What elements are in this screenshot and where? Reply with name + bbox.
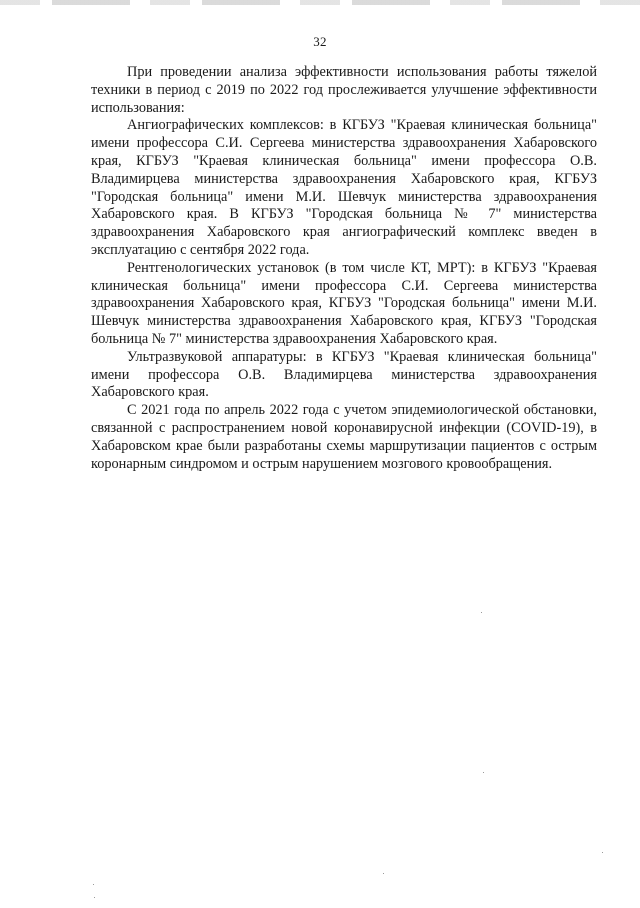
document-body xyxy=(91,64,597,473)
page-number: 32 xyxy=(313,34,327,49)
paragraph-covid-routing: С 2021 года по апрель 2022 года с учетом эпидемиологической обстановки, связанной с распространением новой коронавирусной инфекции (COVID-19), в Хабаровском крае были разработаны схемы маршрутизации пациентов с острым коронарным синдромом и острым нарушением мозгового кровообращения. xyxy=(91,402,597,472)
scan-speck xyxy=(94,897,95,898)
scan-speck xyxy=(93,884,94,885)
paragraph-ultrasound: Ультразвуковой аппаратуры: в КГБУЗ "Краевая клиническая больница" имени профессора О.В. Владимирцева министерства здравоохранения Хабаровского края. xyxy=(91,348,597,401)
scan-speck xyxy=(481,612,482,613)
paragraph-intro: При проведении анализа эффективности использования работы тяжелой техники в период с 2019 по 2022 год прослеживается улучшение эффективности использования: xyxy=(91,64,597,116)
paragraph-angiography: Ангиографических комплексов: в КГБУЗ "Краевая клиническая больница" имени профессора С.И. Сергеева министерства здравоохранения Хабаровского края, КГБУЗ "Краевая клиническая больница" имени профессора О.В. Владимирцева министерства здравоохранения Хабаровского края, КГБУЗ "Городская больница" имени М.И. Шевчук министерства здравоохранения Хабаровского края. В КГБУЗ "Городская больница № 7" министерства здравоохранения Хабаровского края ангиографический комплекс введен в эксплуатацию с сентября 2022 года. xyxy=(91,117,597,258)
scan-edge-artifact xyxy=(0,0,640,5)
paragraph-radiology: Рентгенологических установок (в том числе КТ, МРТ): в КГБУЗ "Краевая клиническая больница" имени профессора С.И. Сергеева министерства здравоохранения Хабаровского края, КГБУЗ "Городская больница" имени М.И. Шевчук министерства здравоохранения Хабаровского края, КГБУЗ "Городская больница № 7" министерства здравоохранения Хабаровского края. xyxy=(91,259,597,347)
scan-speck xyxy=(483,772,484,773)
scan-speck xyxy=(602,852,603,853)
scan-speck xyxy=(383,873,384,874)
